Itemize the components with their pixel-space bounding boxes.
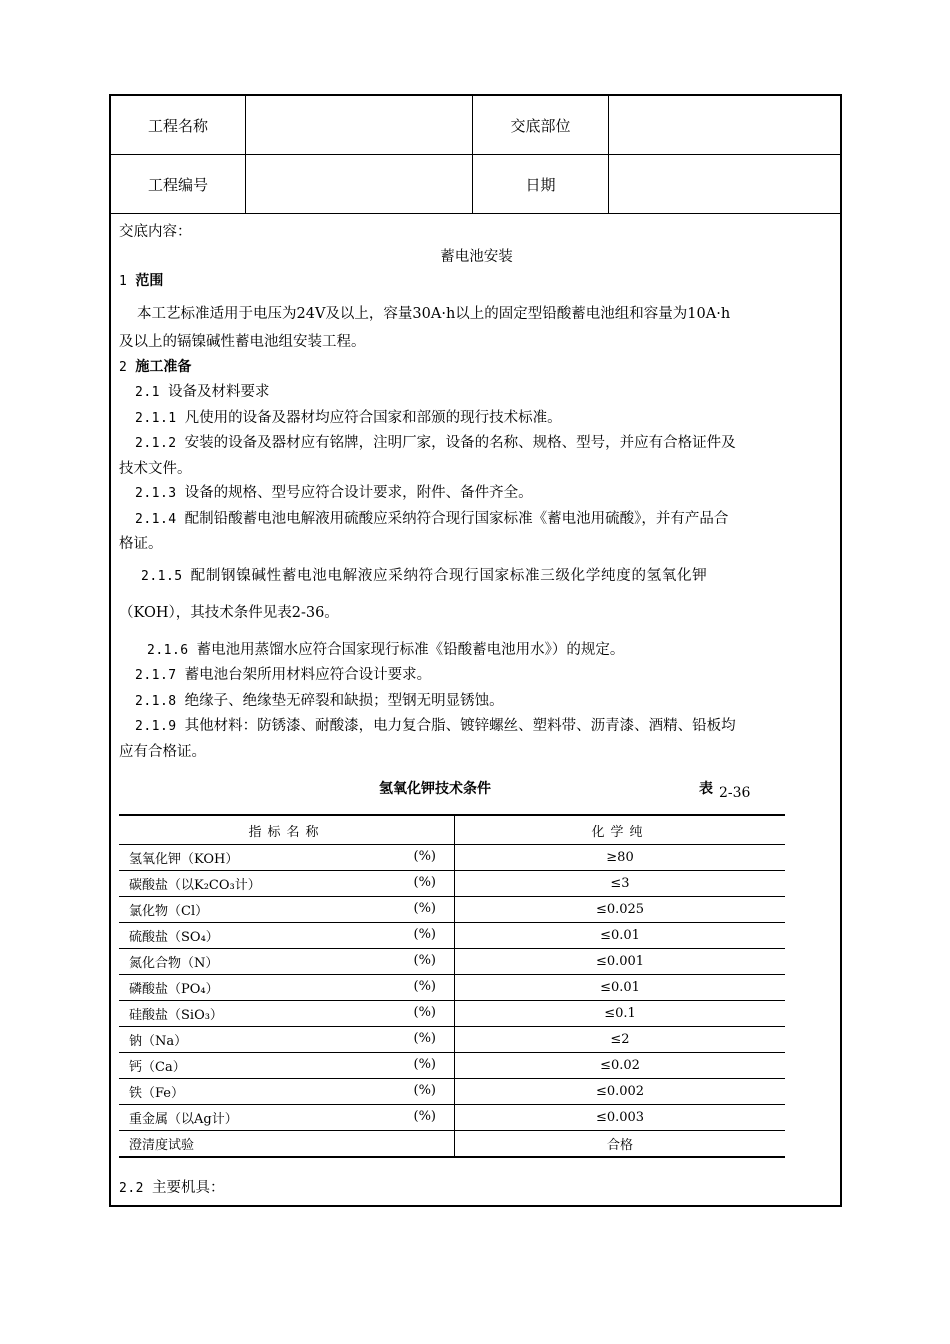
item-text: 配制钢镍碱性蓄电池电解液应采纳符合现行国家标准三级化学纯度的氢氧化钾 (190, 567, 708, 584)
header-row (111, 96, 840, 155)
item-2-1-4 (119, 507, 834, 533)
item-text: 蓄电池台架所用材料应符合设计要求。 (184, 667, 432, 683)
item-2-1-9 (119, 714, 834, 740)
item-number: 2.1.3 (135, 486, 177, 501)
item-number: 2.1.1 (135, 410, 177, 426)
cell-value: ≤0.002 (455, 1079, 786, 1105)
indicator-name: 硅酸盐（SiO₃） (129, 1008, 223, 1023)
indicator-name: 铁（Fe） (129, 1086, 185, 1101)
indicator-unit: (%) (413, 901, 436, 916)
koh-spec-table (119, 814, 785, 1158)
indicator-unit: (%) (413, 1083, 436, 1098)
location-label: 交底部位 (473, 96, 609, 155)
table-caption (119, 770, 834, 808)
table-row (119, 1079, 785, 1105)
cell-indicator (119, 1001, 455, 1027)
item-text: 配制铅酸蓄电池电解液用硫酸应采纳符合现行国家标准《蓄电池用硫酸》，并有产品合 (184, 510, 729, 527)
intro-label: 交底内容： (119, 224, 192, 240)
cell-value: ≤0.02 (455, 1053, 786, 1079)
cell-value: ≤3 (455, 871, 786, 897)
table-number: 2-36 (719, 785, 751, 801)
section-title: 施工准备 (135, 358, 192, 375)
item-2-1-6 (119, 638, 834, 664)
item-number: 2.1.5 (141, 568, 183, 584)
section-2-2-heading (119, 1176, 224, 1197)
table-row (119, 845, 785, 871)
item-number: 2.1.4 (135, 511, 177, 527)
cell-indicator (119, 845, 455, 871)
indicator-name: 硫酸盐（SO₄） (129, 930, 219, 945)
project-name-label: 工程名称 (111, 96, 246, 155)
indicator-name: 氮化合物（N） (129, 956, 219, 971)
indicator-name: 磷酸盐（PO₄） (129, 982, 219, 997)
table-row (119, 1053, 785, 1079)
item-number: 2.1.7 (135, 668, 177, 683)
cell-value: ≥80 (455, 845, 786, 871)
cell-indicator (119, 923, 455, 949)
item-2-1-9-cont: 应有合格证。 (119, 743, 206, 760)
indicator-name: 重金属（以Ag计） (129, 1112, 238, 1127)
item-2-1-2 (119, 431, 834, 457)
indicator-name: 澄清度试验 (129, 1138, 195, 1153)
item-2-1-1 (119, 406, 834, 432)
table-row (119, 1027, 785, 1053)
section-number: 2.1 (135, 385, 160, 400)
indicator-unit: (%) (413, 1057, 436, 1072)
date-value[interactable] (609, 155, 841, 214)
project-no-value[interactable] (246, 155, 473, 214)
table-row (119, 949, 785, 975)
item-2-1-4-cont: 格证。 (119, 536, 163, 552)
item-2-1-5 (119, 557, 834, 596)
project-no-label: 工程编号 (111, 155, 246, 214)
cell-value: ≤0.001 (455, 949, 786, 975)
col-header-grade: 化学纯 (455, 815, 786, 845)
item-text: 蓄电池用蒸馏水应符合国家现行标准《铅酸蓄电池用水》）的规定。 (196, 641, 625, 658)
section-1-paragraph-cont: 及以上的镉镍碱性蓄电池组安装工程。 (119, 333, 366, 350)
cell-indicator (119, 1079, 455, 1105)
item-2-1-2-cont: 技术文件。 (119, 460, 192, 477)
cell-value: ≤0.01 (455, 975, 786, 1001)
item-2-1-3 (119, 481, 834, 507)
item-number: 2.1.9 (135, 719, 177, 734)
indicator-unit: (%) (413, 875, 436, 890)
table-row (119, 1131, 785, 1158)
section-2-1-heading (119, 380, 834, 406)
table-row (119, 897, 785, 923)
indicator-unit: (%) (413, 1031, 436, 1046)
section-title: 设备及材料要求 (167, 384, 270, 400)
document-frame (109, 94, 842, 1207)
cell-value: ≤0.01 (455, 923, 786, 949)
indicator-name: 钙（Ca） (129, 1060, 186, 1075)
indicator-name: 碳酸盐（以K₂CO₃计） (129, 878, 261, 893)
table-header-row (119, 815, 785, 845)
item-text: 凡使用的设备及器材均应符合国家和部颁的现行技术标准。 (184, 409, 562, 426)
item-2-1-5-cont: （KOH），其技术条件见表2-36。 (119, 604, 339, 621)
indicator-unit: (%) (413, 849, 436, 864)
section-number: 1 (119, 274, 128, 289)
indicator-name: 钠（Na） (129, 1034, 188, 1049)
cell-value: ≤2 (455, 1027, 786, 1053)
cell-indicator (119, 975, 455, 1001)
table-row (119, 871, 785, 897)
cell-indicator (119, 871, 455, 897)
doc-title: 蓄电池安装 (440, 248, 513, 265)
table-row (119, 975, 785, 1001)
section-title: 主要机具： (151, 1180, 225, 1196)
cell-indicator (119, 949, 455, 975)
section-number: 2.2 (119, 1181, 144, 1196)
item-number: 2.1.2 (135, 436, 177, 451)
indicator-unit: (%) (413, 927, 436, 942)
table-title: 氢氧化钾技术条件 (379, 781, 491, 797)
table-row (119, 1001, 785, 1027)
cell-value: 合格 (455, 1131, 786, 1158)
item-text: 绝缘子、绝缘垫无碎裂和缺损；型钢无明显锈蚀。 (184, 692, 504, 709)
item-2-1-7 (119, 663, 834, 689)
indicator-unit: (%) (413, 979, 436, 994)
header-row (111, 155, 840, 214)
item-text: 安装的设备及器材应有铭牌，注明厂家，设备的名称、规格、型号，并应有合格证件及 (184, 435, 736, 451)
section-1-paragraph: 本工艺标准适用于电压为24V及以上，容量30A·h以上的固定型铅酸蓄电池组和容量为10A·h (137, 305, 731, 322)
item-number: 2.1.8 (135, 693, 177, 709)
date-label: 日期 (473, 155, 609, 214)
indicator-name: 氢氧化钾（KOH） (129, 852, 239, 867)
section-number: 2 (119, 359, 128, 375)
section-title: 范围 (135, 273, 164, 289)
indicator-name: 氯化物（Cl） (129, 904, 209, 919)
section-2-heading (119, 355, 834, 381)
cell-value: ≤0.025 (455, 897, 786, 923)
cell-value: ≤0.003 (455, 1105, 786, 1131)
item-text: 设备的规格、型号应符合设计要求，附件、备件齐全。 (184, 485, 533, 501)
location-value[interactable] (609, 96, 841, 155)
cell-indicator (119, 897, 455, 923)
indicator-unit: (%) (413, 1109, 436, 1124)
item-2-1-8 (119, 689, 834, 715)
project-name-value[interactable] (246, 96, 473, 155)
cell-value: ≤0.1 (455, 1001, 786, 1027)
section-1-heading (119, 269, 834, 295)
item-number: 2.1.6 (147, 642, 189, 658)
col-header-name: 指标名称 (119, 815, 455, 845)
indicator-unit: (%) (413, 1005, 436, 1020)
table-label: 表 (699, 781, 713, 797)
cell-indicator (119, 1053, 455, 1079)
table-row (119, 923, 785, 949)
table-row (119, 1105, 785, 1131)
indicator-unit: (%) (413, 953, 436, 968)
cell-indicator (119, 1027, 455, 1053)
item-text: 其他材料：防锈漆、耐酸漆，电力复合脂、镀锌螺丝、塑料带、沥青漆、酒精、铅板均 (184, 718, 736, 734)
cell-indicator (119, 1105, 455, 1131)
header-table (111, 96, 840, 214)
content-body (119, 220, 834, 764)
cell-indicator (119, 1131, 455, 1158)
